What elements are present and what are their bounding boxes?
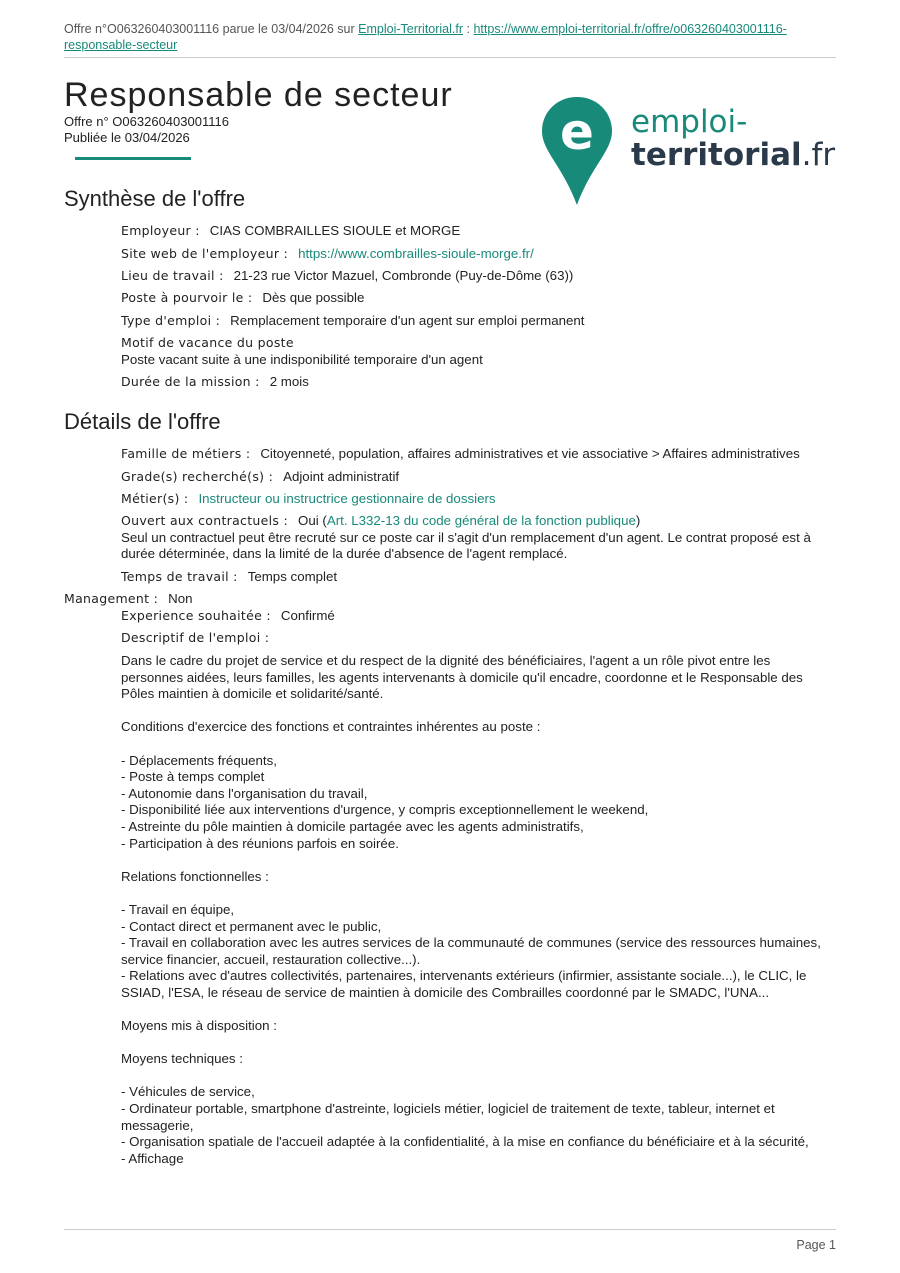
site-link[interactable]: Emploi-Territorial.fr [358, 22, 464, 36]
management-row [64, 591, 776, 608]
value: Adjoint administratif [283, 469, 400, 484]
title-accent-bar [75, 157, 191, 160]
svg-text:territorial.fr: territorial.fr [631, 137, 836, 173]
value: Remplacement temporaire d'un agent sur emploi permanent [230, 313, 585, 328]
label: Management : [64, 591, 159, 606]
value: Citoyenneté, population, affaires administratives et vie associative > Affaires administratives [260, 446, 800, 461]
source-prefix: Offre n°O063260403001116 parue le 03/04/2026 sur [64, 22, 355, 36]
grade-row [121, 469, 833, 486]
law-article-link[interactable]: Art. L332-13 du code général de la fonction publique [326, 513, 636, 528]
footer-divider [64, 1229, 836, 1230]
value: Oui ( [298, 513, 327, 528]
label: Motif de vacance du poste [121, 335, 294, 350]
value: 21-23 rue Victor Mazuel, Combronde (Puy-de-Dôme (63)) [233, 268, 574, 283]
details-heading: Détails de l'offre [64, 409, 221, 434]
motif-row [121, 335, 833, 368]
label: Temps de travail : [121, 569, 238, 584]
label: Grade(s) recherché(s) : [121, 469, 274, 484]
site-row [121, 246, 833, 263]
svg-text:e: e [560, 103, 594, 161]
emploi-territorial-logo [540, 95, 836, 207]
page-title: Responsable de secteur [64, 76, 453, 114]
label: Durée de la mission : [121, 374, 260, 389]
offer-url-link[interactable]: https://www.emploi-territorial.fr/offre/o063260403001116-responsable-secteur [64, 22, 787, 52]
value: CIAS COMBRAILLES SIOULE et MORGE [209, 223, 461, 238]
published-date: Publiée le 03/04/2026 [64, 130, 190, 145]
value: Dès que possible [262, 290, 365, 305]
label: Type d'emploi : [121, 313, 221, 328]
value: Poste vacant suite à une indisponibilité temporaire d'un agent [121, 351, 483, 367]
temps-row [121, 569, 833, 586]
label: Site web de l'employeur : [121, 246, 289, 261]
employer-site-link[interactable]: https://www.combrailles-sioule-morge.fr/ [298, 246, 534, 261]
value-close: ) [635, 513, 641, 528]
famille-row [121, 446, 833, 463]
value: Temps complet [247, 569, 338, 584]
offer-meta [64, 114, 229, 146]
descriptif-label-row [121, 630, 833, 647]
type-row [121, 313, 833, 330]
label: Descriptif de l'emploi : [121, 630, 270, 645]
label: Métier(s) : [121, 491, 189, 506]
duree-row [121, 374, 833, 391]
page-number: Page 1 [796, 1238, 836, 1252]
employeur-row [121, 223, 833, 240]
label: Poste à pourvoir le : [121, 290, 253, 305]
value: Confirmé [280, 608, 335, 623]
metier-row [121, 491, 833, 508]
label: Experience souhaitée : [121, 608, 271, 623]
label: Ouvert aux contractuels : [121, 513, 289, 528]
poste-row [121, 290, 833, 307]
synthese-heading: Synthèse de l'offre [64, 186, 246, 211]
header-divider [64, 57, 836, 58]
label: Employeur : [121, 223, 200, 238]
contractuels-row [121, 513, 833, 563]
offer-source-line [64, 21, 836, 53]
lieu-row [121, 268, 833, 285]
label: Famille de métiers : [121, 446, 251, 461]
value: Non [168, 591, 193, 606]
job-description: Dans le cadre du projet de service et du respect de la dignité des bénéficiaires, l'agent a un rôle pivot entre les personnes aidées, leurs familles, les agents intervenants à domicile qu'il encadre, coordonne et le Responsable des Pôles maintien à domicile et solidarité/santé. Conditions d'exercice des fonctions et contraintes inhérentes au poste : - Déplacements fréquents, - Poste à temps complet - Autonomie dans l'organisation du travail, - Disponibilité liée aux interventions d'urgence, y compris exceptionnellement le weekend, - Astreinte du pôle maintien à domicile partagée avec les agents administratifs, - Participation à des réunions parfois en soirée. Relations fonctionnelles : - Travail en équipe, - Contact direct et permanent avec le public, - Travail en collaboration avec les autres services de la communauté de communes (service des ressources humaines, service financier, accueil, restauration collective...). - Relations avec d'autres collectivités, partenaires, intervenants extérieurs (infirmier, assistante sociale...), le CLIC, le SSIAD, l'ESA, le réseau de service de maintien à domicile des Combrailles coordonné par le SMADC, l'UNA... Moyens mis à disposition : Moyens techniques : - Véhicules de service, - Ordinateur portable, smartphone d'astreinte, logiciels métier, logiciel de traitement de texte, tableur, internet et messagerie, - Organisation spatiale de l'accueil adaptée à la confidentialité, à la mise en confiance du bénéficiaire et à la sécurité, - Affichage [121, 653, 821, 1166]
value: 2 mois [269, 374, 309, 389]
experience-row [121, 608, 833, 625]
label: Lieu de travail : [121, 268, 224, 283]
contractuels-note: Seul un contractuel peut être recruté sur ce poste car il s'agit d'un remplacement d'un agent. Le contrat proposé est à durée déterminée, dans la limité de la durée d'absence de l'agent remplacé. [121, 529, 811, 561]
metier-link[interactable]: Instructeur ou instructrice gestionnaire de dossiers [198, 491, 496, 506]
offer-number: Offre n° O063260403001116 [64, 114, 229, 129]
separator: : [466, 22, 470, 36]
svg-text:emploi-: emploi- [631, 104, 748, 140]
